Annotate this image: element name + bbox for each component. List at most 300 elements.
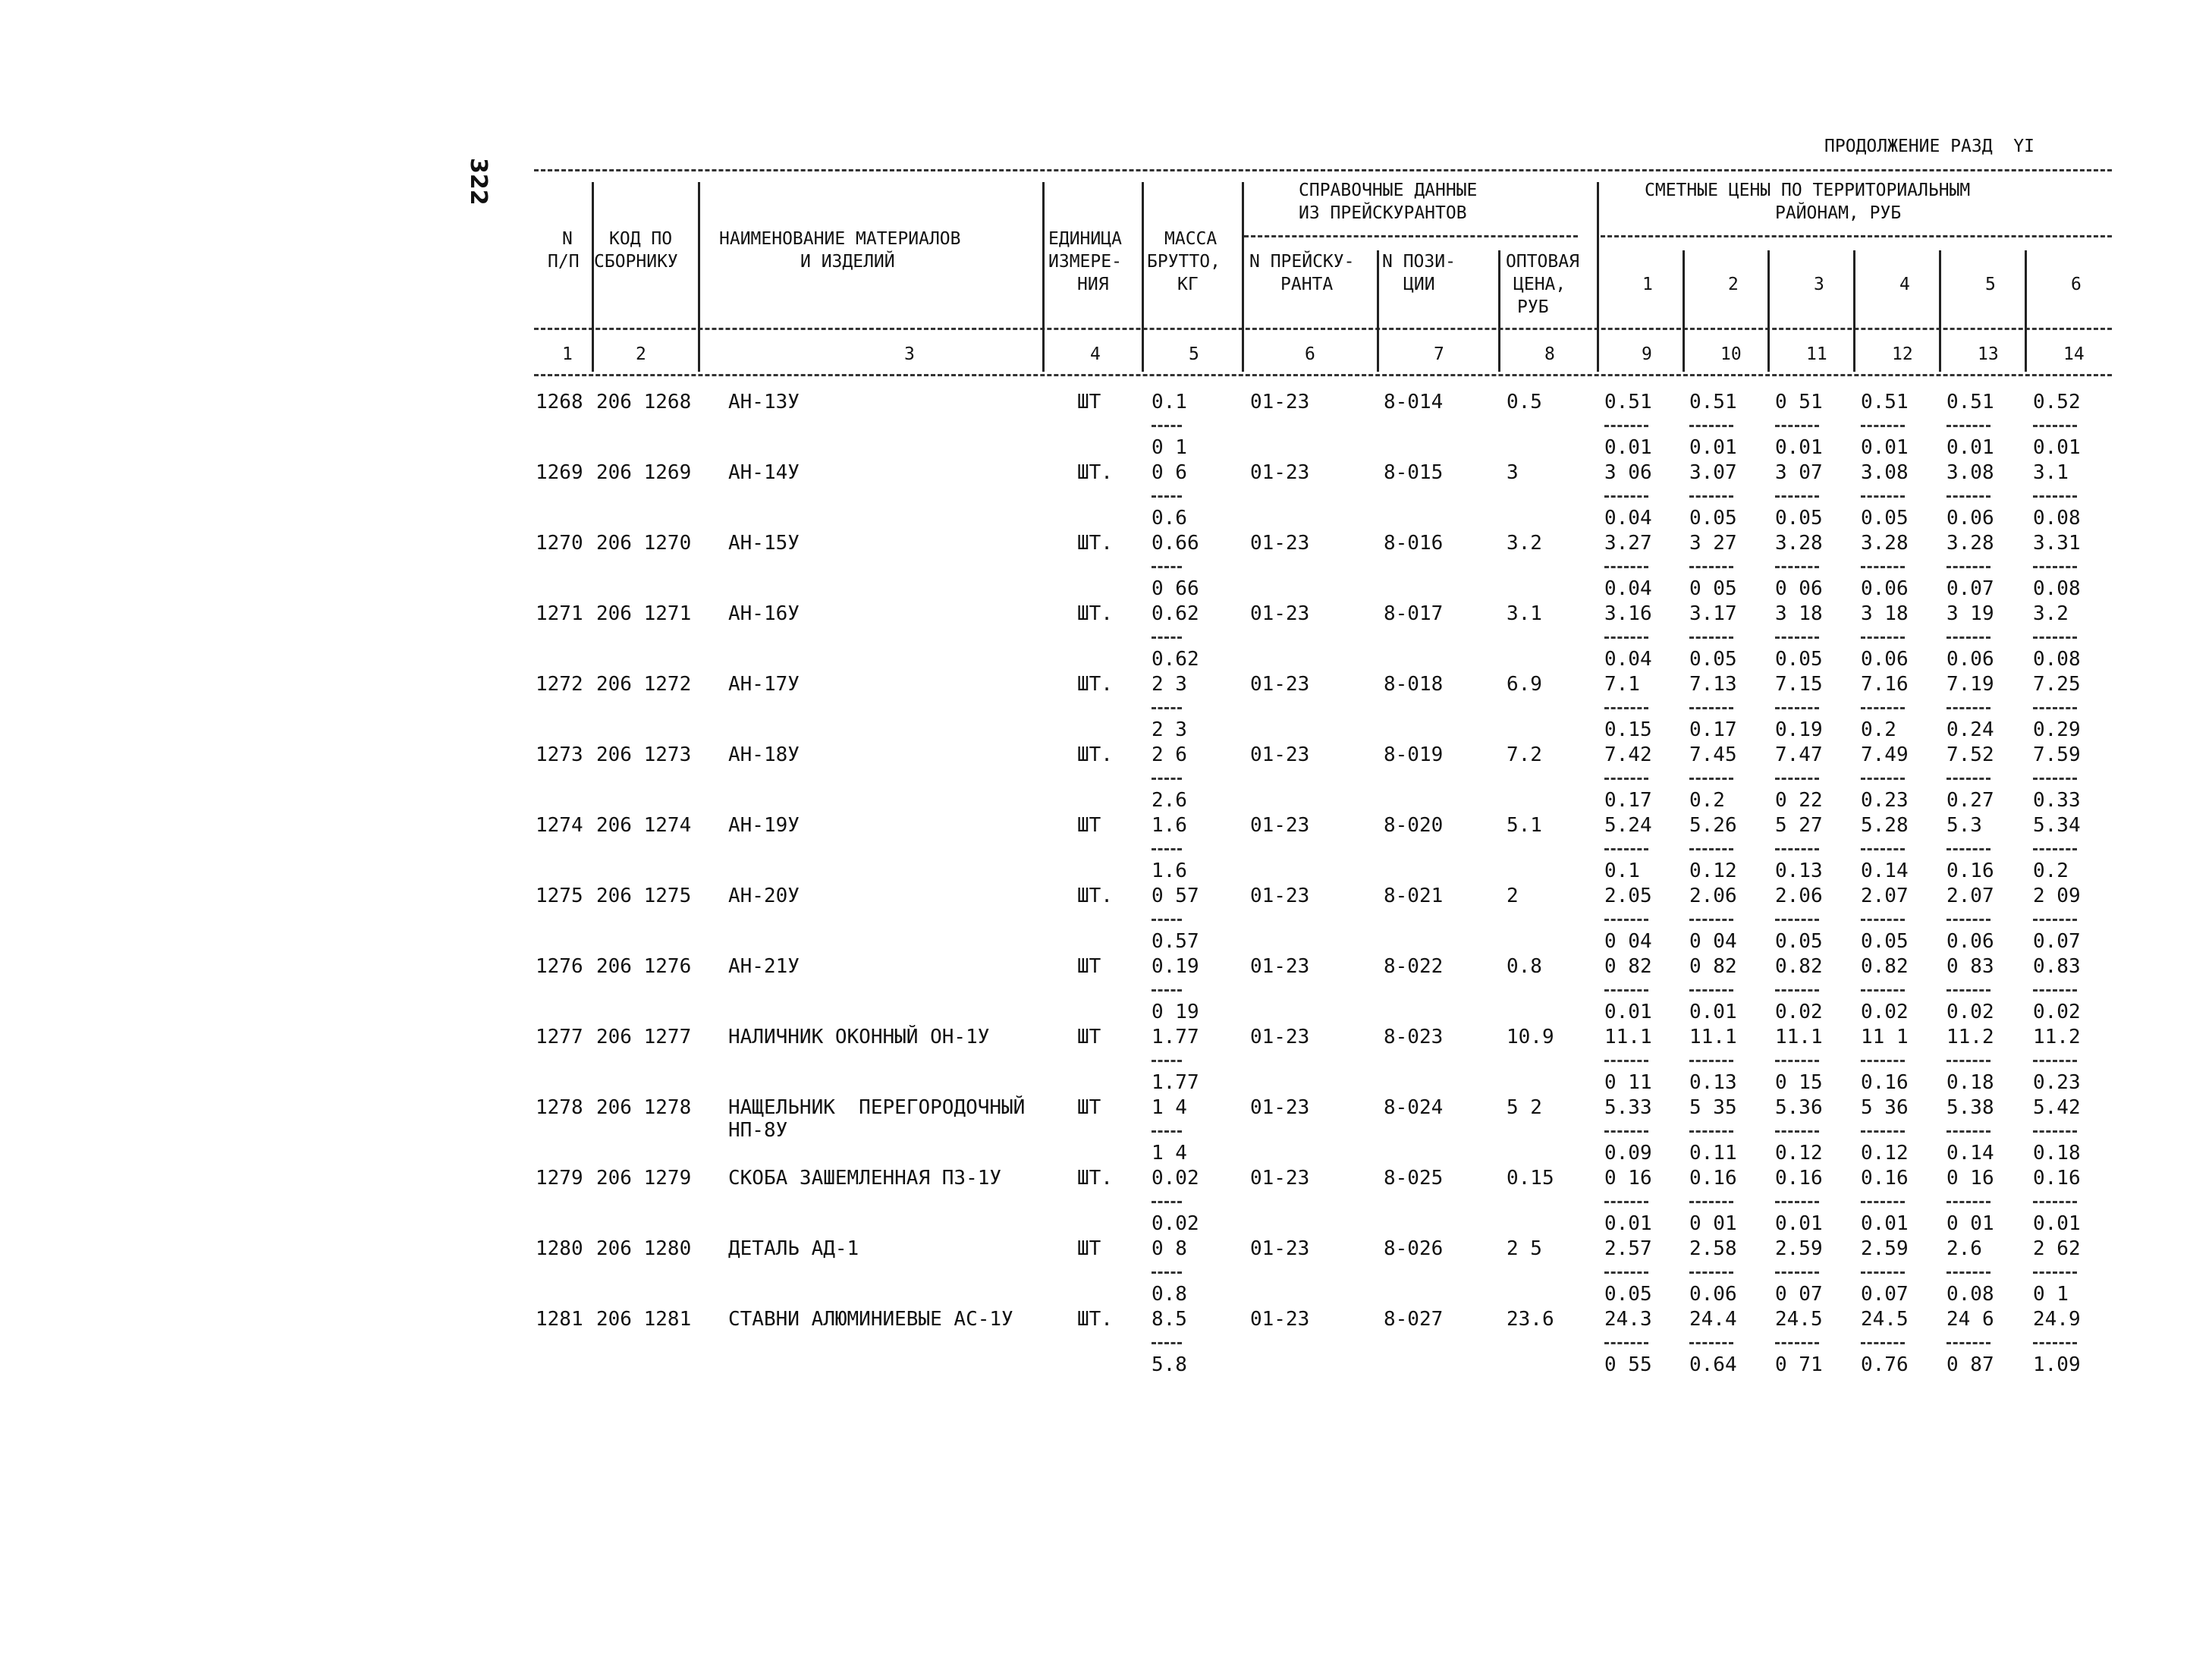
mass-below-value: 0 19 [1152,1001,1199,1023]
price-fraction-line [2033,1060,2077,1062]
region-price-1: 24.3 [1604,1308,1652,1331]
region-price-5: 5.38 [1946,1096,1994,1119]
region-price-3: 2.06 [1775,885,1823,907]
colnum-11: 11 [1806,344,1827,364]
row-wholesale-price: 6.9 [1507,673,1542,696]
region-extra-4: 0.12 [1861,1142,1909,1165]
row-code: 206 1272 [596,673,692,696]
region-extra-4: 0.06 [1861,577,1909,600]
row-mass: 1.6 [1152,814,1187,837]
price-fraction-line [1946,566,1990,568]
price-fraction-line [1604,636,1648,639]
region-price-1: 3.16 [1604,602,1652,625]
region-price-4: 3.08 [1861,461,1909,484]
price-fraction-line [1604,919,1648,921]
region-extra-5: 0.27 [1946,789,1994,812]
price-fraction-line [1775,1201,1819,1203]
row-wholesale-price: 5.1 [1507,814,1542,837]
region-extra-4: 0.14 [1861,860,1909,882]
price-fraction-line [1775,989,1819,992]
row-number: 1276 [536,955,583,978]
region-extra-2: 0.11 [1689,1142,1737,1165]
region-price-3: 7.15 [1775,673,1823,696]
region-price-4: 24.5 [1861,1308,1909,1331]
region-extra-6: 1.09 [2033,1353,2081,1376]
row-mass: 0 57 [1152,885,1199,907]
row-mass: 8.5 [1152,1308,1187,1331]
row-position: 8-015 [1384,461,1444,484]
continuation-note: ПРОДОЛЖЕНИЕ РАЗД YI [1824,137,2034,156]
region-extra-3: 0.01 [1775,436,1823,459]
price-fraction-line [2033,1271,2077,1274]
price-fraction-line [1946,1060,1990,1062]
price-fraction-line [1604,495,1648,498]
region-extra-2: 0.12 [1689,860,1737,882]
region-extra-3: 0.19 [1775,718,1823,741]
row-position: 8-026 [1384,1237,1444,1260]
price-fraction-line [1775,1130,1819,1133]
vsep-12 [1939,250,1941,372]
vsep-1 [592,182,594,372]
row-name: СТАВНИ АЛЮМИНИЕВЫЕ АС-1У [728,1308,1013,1331]
row-unit: ШТ [1077,1237,1101,1260]
region-price-4: 5 36 [1861,1096,1909,1119]
price-fraction-line [1689,495,1733,498]
header-pos-line2: ЦИИ [1403,275,1435,294]
region-price-2: 5.26 [1689,814,1737,837]
region-extra-5: 0 87 [1946,1353,1994,1376]
region-price-4: 7.16 [1861,673,1909,696]
price-fraction-line [2033,425,2077,427]
row-wholesale-price: 5 2 [1507,1096,1542,1119]
header-region-6: 6 [2071,275,2082,294]
row-unit: ШТ. [1077,743,1113,766]
region-extra-4: 0.01 [1861,436,1909,459]
row-code: 206 1273 [596,743,692,766]
mass-below-value: 1 4 [1152,1142,1187,1165]
region-price-3: 11.1 [1775,1026,1823,1048]
row-name-continued: НП-8У [728,1119,788,1142]
price-fraction-line [1946,425,1990,427]
row-code: 206 1270 [596,532,692,555]
vsep-6 [1377,250,1379,372]
price-fraction-line [1689,848,1733,850]
row-wholesale-price: 0.5 [1507,391,1542,413]
price-fraction-line [1861,989,1905,992]
region-extra-6: 0.08 [2033,507,2081,530]
region-extra-1: 0 04 [1604,930,1652,953]
region-extra-5: 0.06 [1946,507,1994,530]
vsep-7 [1498,250,1500,372]
row-unit: ШТ [1077,391,1101,413]
row-number: 1272 [536,673,583,696]
region-extra-1: 0.1 [1604,860,1640,882]
header-mass-line1: МАССА [1164,229,1218,249]
price-fraction-line [1946,636,1990,639]
mass-fraction-line [1152,919,1182,921]
mass-below-value: 1.77 [1152,1071,1199,1094]
region-price-3: 0.82 [1775,955,1823,978]
region-price-4: 3 18 [1861,602,1909,625]
colnum-1: 1 [562,344,573,364]
price-fraction-line [1604,1130,1648,1133]
price-fraction-line [1775,1271,1819,1274]
price-fraction-line [1861,495,1905,498]
vsep-9 [1683,250,1685,372]
price-fraction-line [1604,425,1648,427]
price-fraction-line [2033,919,2077,921]
region-extra-2: 0 05 [1689,577,1737,600]
region-extra-1: 0.01 [1604,436,1652,459]
row-number: 1269 [536,461,583,484]
region-extra-2: 0.05 [1689,648,1737,671]
header-unit-line1: ЕДИНИЦА [1048,229,1122,249]
region-price-5: 5.3 [1946,814,1982,837]
row-unit: ШТ. [1077,461,1113,484]
row-name: СКОБА ЗАШЕМЛЕННАЯ ПЗ-1У [728,1167,1002,1190]
header-code-line2: СБОРНИКУ [594,252,678,272]
header-pos-line1: N ПОЗИ- [1382,252,1456,272]
region-extra-2: 0.05 [1689,507,1737,530]
region-extra-3: 0.02 [1775,1001,1823,1023]
region-price-3: 0 51 [1775,391,1823,413]
region-extra-2: 0 01 [1689,1212,1737,1235]
region-price-2: 5 35 [1689,1096,1737,1119]
rule-colnums-bottom [534,374,2112,376]
row-code: 206 1281 [596,1308,692,1331]
row-mass: 0 6 [1152,461,1187,484]
region-price-6: 7.59 [2033,743,2081,766]
price-fraction-line [1689,707,1733,709]
mass-below-value: 2 3 [1152,718,1187,741]
region-extra-3: 0.05 [1775,507,1823,530]
row-wholesale-price: 3.1 [1507,602,1542,625]
region-price-3: 5 27 [1775,814,1823,837]
region-extra-3: 0.12 [1775,1142,1823,1165]
region-extra-6: 0.18 [2033,1142,2081,1165]
row-wholesale-price: 10.9 [1507,1026,1554,1048]
price-fraction-line [1861,636,1905,639]
price-fraction-line [1689,636,1733,639]
region-extra-1: 0.04 [1604,507,1652,530]
price-fraction-line [1775,1060,1819,1062]
colnum-9: 9 [1642,344,1652,364]
region-extra-1: 0.17 [1604,789,1652,812]
row-number: 1281 [536,1308,583,1331]
vsep-13 [2025,250,2027,372]
row-code: 206 1280 [596,1237,692,1260]
region-price-3: 3.28 [1775,532,1823,555]
row-position: 8-014 [1384,391,1444,413]
region-extra-5: 0.06 [1946,648,1994,671]
vsep-3 [1042,182,1045,372]
price-fraction-line [1946,1130,1990,1133]
price-fraction-line [1775,919,1819,921]
row-name: АН-20У [728,885,800,907]
region-price-1: 0.51 [1604,391,1652,413]
row-wholesale-price: 3.2 [1507,532,1542,555]
region-price-1: 0 16 [1604,1167,1652,1190]
region-extra-4: 0.06 [1861,648,1909,671]
price-fraction-line [1946,989,1990,992]
row-name: АН-14У [728,461,800,484]
vsep-5 [1242,182,1244,372]
row-unit: ШТ [1077,955,1101,978]
price-fraction-line [1775,1342,1819,1344]
region-extra-4: 0.16 [1861,1071,1909,1094]
colnum-6: 6 [1305,344,1315,364]
colnum-8: 8 [1544,344,1555,364]
header-pricelist-line2: РАНТА [1280,275,1334,294]
region-price-2: 2.06 [1689,885,1737,907]
region-price-4: 7.49 [1861,743,1909,766]
region-extra-1: 0.01 [1604,1212,1652,1235]
row-wholesale-price: 2 5 [1507,1237,1542,1260]
price-fraction-line [1689,1060,1733,1062]
row-unit: ШТ. [1077,532,1113,555]
price-fraction-line [1604,566,1648,568]
row-price-list: 01-23 [1250,814,1310,837]
row-name: АН-13У [728,391,800,413]
region-extra-1: 0.04 [1604,577,1652,600]
price-fraction-line [1861,1130,1905,1133]
price-fraction-line [1689,919,1733,921]
region-price-2: 0 82 [1689,955,1737,978]
region-price-3: 0.16 [1775,1167,1823,1190]
region-price-6: 2 09 [2033,885,2081,907]
region-extra-2: 0.64 [1689,1353,1737,1376]
region-price-3: 24.5 [1775,1308,1823,1331]
price-fraction-line [2033,778,2077,780]
region-price-2: 2.58 [1689,1237,1737,1260]
mass-below-value: 0 66 [1152,577,1199,600]
row-price-list: 01-23 [1250,602,1310,625]
row-number: 1273 [536,743,583,766]
row-mass: 2 6 [1152,743,1187,766]
region-extra-5: 0.01 [1946,436,1994,459]
region-extra-3: 0 71 [1775,1353,1823,1376]
region-extra-1: 0 11 [1604,1071,1652,1094]
region-price-1: 3 06 [1604,461,1652,484]
colnum-13: 13 [1978,344,1999,364]
vsep-4 [1142,182,1144,372]
row-number: 1270 [536,532,583,555]
row-position: 8-022 [1384,955,1444,978]
rule-top [534,169,2112,171]
header-wholesale-line1: ОПТОВАЯ [1506,252,1579,272]
region-extra-3: 0.13 [1775,860,1823,882]
header-region-1: 1 [1642,275,1653,294]
price-fraction-line [1946,778,1990,780]
row-number: 1278 [536,1096,583,1119]
region-price-1: 2.05 [1604,885,1652,907]
price-fraction-line [1946,1342,1990,1344]
header-region-2: 2 [1728,275,1739,294]
row-mass: 0 8 [1152,1237,1187,1260]
region-price-5: 7.19 [1946,673,1994,696]
mass-fraction-line [1152,495,1182,498]
region-extra-4: 0.76 [1861,1353,1909,1376]
mass-fraction-line [1152,848,1182,850]
region-extra-3: 0 15 [1775,1071,1823,1094]
mass-below-value: 0.57 [1152,930,1199,953]
price-fraction-line [2033,636,2077,639]
region-price-6: 0.83 [2033,955,2081,978]
region-price-6: 3.31 [2033,532,2081,555]
colnum-5: 5 [1189,344,1199,364]
region-extra-1: 0.15 [1604,718,1652,741]
row-code: 206 1268 [596,391,692,413]
region-price-4: 0.16 [1861,1167,1909,1190]
region-extra-6: 0.01 [2033,436,2081,459]
vsep-11 [1853,250,1855,372]
price-fraction-line [1861,1342,1905,1344]
region-extra-6: 0.29 [2033,718,2081,741]
row-price-list: 01-23 [1250,391,1310,413]
price-fraction-line [1861,566,1905,568]
row-unit: ШТ. [1077,1308,1113,1331]
row-mass: 1.77 [1152,1026,1199,1048]
price-fraction-line [1775,425,1819,427]
price-fraction-line [1689,1342,1733,1344]
row-name: АН-19У [728,814,800,837]
region-price-4: 5.28 [1861,814,1909,837]
header-pricelist-line1: N ПРЕЙСКУ- [1249,252,1355,272]
region-price-5: 3.08 [1946,461,1994,484]
mass-below-value: 5.8 [1152,1353,1187,1376]
region-extra-6: 0.2 [2033,860,2069,882]
row-position: 8-019 [1384,743,1444,766]
price-fraction-line [1604,1201,1648,1203]
vsep-2 [698,182,700,372]
region-price-3: 5.36 [1775,1096,1823,1119]
price-fraction-line [1946,919,1990,921]
row-wholesale-price: 0.8 [1507,955,1542,978]
colnum-14: 14 [2063,344,2085,364]
row-name: АН-15У [728,532,800,555]
row-price-list: 01-23 [1250,1237,1310,1260]
region-price-1: 5.33 [1604,1096,1652,1119]
price-fraction-line [1689,1130,1733,1133]
row-name: АН-17У [728,673,800,696]
region-price-6: 0.52 [2033,391,2081,413]
row-price-list: 01-23 [1250,955,1310,978]
header-ref-line1: СПРАВОЧНЫЕ ДАННЫЕ [1299,181,1478,200]
region-extra-3: 0 06 [1775,577,1823,600]
price-fraction-line [1861,1060,1905,1062]
mass-below-value: 0 1 [1152,436,1187,459]
region-price-5: 7.52 [1946,743,1994,766]
region-price-1: 3.27 [1604,532,1652,555]
region-price-5: 2.6 [1946,1237,1982,1260]
colnum-12: 12 [1892,344,1913,364]
region-extra-4: 0.23 [1861,789,1909,812]
region-extra-1: 0.09 [1604,1142,1652,1165]
region-price-2: 24.4 [1689,1308,1737,1331]
row-price-list: 01-23 [1250,1308,1310,1331]
header-mass-line3: КГ [1177,275,1199,294]
price-fraction-line [1604,1060,1648,1062]
region-price-3: 2.59 [1775,1237,1823,1260]
region-price-3: 3 07 [1775,461,1823,484]
row-number: 1275 [536,885,583,907]
region-extra-3: 0.01 [1775,1212,1823,1235]
colnum-7: 7 [1434,344,1444,364]
region-price-2: 11.1 [1689,1026,1737,1048]
row-code: 206 1275 [596,885,692,907]
header-region-4: 4 [1899,275,1910,294]
header-name-line2: И ИЗДЕЛИЙ [800,252,895,272]
price-fraction-line [2033,1130,2077,1133]
header-n-line1: N [562,229,573,249]
row-price-list: 01-23 [1250,532,1310,555]
header-region-3: 3 [1814,275,1824,294]
region-price-5: 0 16 [1946,1167,1994,1190]
price-fraction-line [1946,848,1990,850]
row-mass: 1 4 [1152,1096,1187,1119]
region-extra-3: 0.05 [1775,648,1823,671]
mass-fraction-line [1152,425,1182,427]
row-position: 8-021 [1384,885,1444,907]
price-fraction-line [2033,495,2077,498]
region-extra-6: 0.08 [2033,648,2081,671]
region-price-4: 0.82 [1861,955,1909,978]
region-price-6: 5.42 [2033,1096,2081,1119]
region-extra-1: 0.05 [1604,1283,1652,1306]
header-wholesale-line2: ЦЕНА, [1513,275,1566,294]
price-fraction-line [2033,1342,2077,1344]
region-extra-4: 0.02 [1861,1001,1909,1023]
region-price-4: 3.28 [1861,532,1909,555]
row-name: АН-21У [728,955,800,978]
price-fraction-line [1775,495,1819,498]
region-extra-2: 0 04 [1689,930,1737,953]
row-position: 8-016 [1384,532,1444,555]
row-position: 8-023 [1384,1026,1444,1048]
mass-fraction-line [1152,1342,1182,1344]
region-price-6: 3.1 [2033,461,2069,484]
rule-ref-sub [1244,235,1578,237]
region-price-2: 3.07 [1689,461,1737,484]
region-extra-4: 0.05 [1861,930,1909,953]
rule-header-bottom [534,328,2112,330]
mass-below-value: 1.6 [1152,860,1187,882]
colnum-3: 3 [904,344,915,364]
region-extra-4: 0.07 [1861,1283,1909,1306]
row-position: 8-027 [1384,1308,1444,1331]
header-est-line2: РАЙОНАМ, РУБ [1775,203,1902,223]
region-extra-1: 0.04 [1604,648,1652,671]
region-price-1: 7.1 [1604,673,1640,696]
row-name: НАЩЕЛЬНИК ПЕРЕГОРОДОЧНЫЙ [728,1096,1026,1119]
region-price-5: 2.07 [1946,885,1994,907]
price-fraction-line [1604,707,1648,709]
price-fraction-line [1604,778,1648,780]
price-fraction-line [2033,989,2077,992]
region-extra-6: 0.33 [2033,789,2081,812]
price-fraction-line [2033,1201,2077,1203]
row-position: 8-025 [1384,1167,1444,1190]
row-unit: ШТ. [1077,602,1113,625]
region-extra-5: 0.18 [1946,1071,1994,1094]
row-wholesale-price: 3 [1507,461,1519,484]
price-fraction-line [1946,1201,1990,1203]
row-name: АН-18У [728,743,800,766]
region-price-6: 11.2 [2033,1026,2081,1048]
row-unit: ШТ [1077,1026,1101,1048]
price-fraction-line [1604,1271,1648,1274]
row-price-list: 01-23 [1250,1096,1310,1119]
